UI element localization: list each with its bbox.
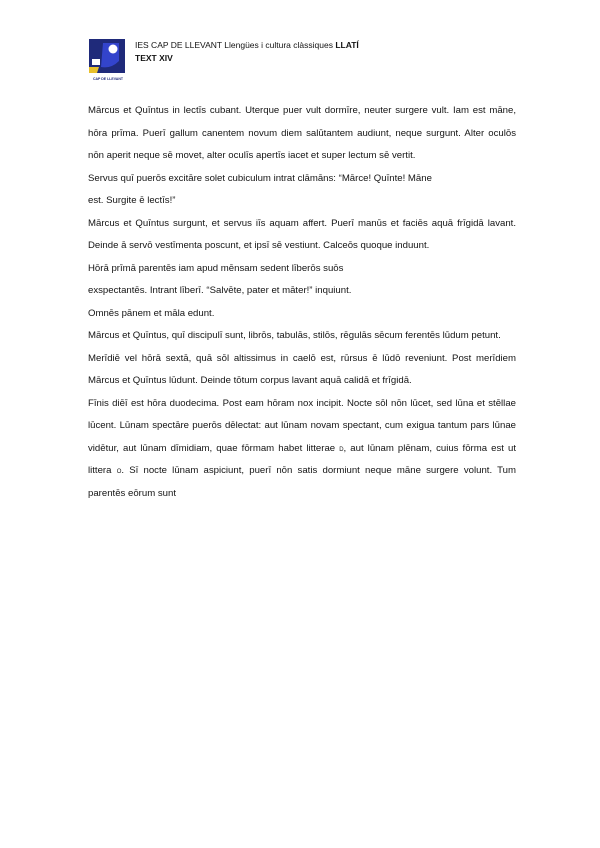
paragraph-8-part-3: . Sī nocte lūnam aspiciunt, puerī nōn satis dormiunt neque māne surgere volunt. Tum parentēs eōrum sunt (88, 465, 516, 499)
paragraph-2-line-2: est. Surgite ē lectīs!” (88, 195, 176, 206)
paragraph-6: Mārcus et Quīntus, quī discipulī sunt, librōs, tabulās, stilōs, rēgulās sēcum ferentēs lūdum petunt. (88, 330, 501, 341)
paragraph-7: Merīdiē vel hōrā sextā, quā sōl altissimus in caelō est, rūrsus ē lūdō reveniunt. Post merīdiem Mārcus et Quīntus lūdunt. Deinde tōtum corpus lavant aquā calidā et frīgidā. (88, 352, 516, 386)
paragraph-4-line-1: Hōrā prīmā parentēs iam apud mēnsam sedent līberōs suōs (88, 262, 344, 274)
school-logo-icon (89, 39, 125, 79)
letter-o: o (116, 466, 122, 475)
paragraph-5: Omnēs pānem et māla edunt. (88, 307, 215, 319)
subject-name: LLATÍ (335, 40, 359, 50)
text-label: TEXT XIV (135, 53, 173, 63)
paragraph-8 (88, 393, 516, 506)
header-school (135, 40, 359, 50)
paragraph-8-part-2: , aut lūnam plēnam, cuius fōrma est ut littera (88, 442, 517, 476)
paragraph-8-part-1: Fīnis diēī est hōra duodecima. Post eam hōram nox incipit. Nocte sōl nōn lūcet, sed lūna et stēllae lūcent. Lūnam spectāre puerōs dēlectat: aut lūnam novam spectant, cum exigua tantum pars lūnae vidētur, aut lūnam dīmidiam, quae fōrmam habet litterae (88, 397, 516, 454)
logo-caption: CAP DE LLEVANT (92, 77, 123, 81)
paragraph-2-line-1: Servus quī puerōs excitāre solet cubiculum intrat clāmāns: “Mārce! Quīnte! Māne (88, 172, 432, 184)
school-name: IES CAP DE LLEVANT Llengües i cultura clàssiques (135, 40, 333, 50)
latin-text (88, 100, 516, 505)
paragraph-1: Mārcus et Quīntus in lectīs cubant. Uterque puer vult dormīre, neuter surgere vult. Iam est māne, hōra prīma. Puerī gallum canentem novum diem salūtantem audiunt, neque surgunt. Alter oculōs nōn aperit neque sē movet, alter oculīs apertīs iacet et super lectum sē vertit. (88, 105, 516, 161)
paragraph-3: Mārcus et Quīntus surgunt, et servus iīs aquam affert. Puerī manūs et faciēs aquā frīgidā lavant. Deinde ā servō vestīmenta poscunt, et ipsī sē vestiunt. Calceōs quoque induunt. (88, 217, 516, 251)
paragraph-4-line-2: exspectantēs. Intrant līberī. “Salvēte, pater et māter!” inquiunt. (88, 285, 352, 296)
letter-d: d (339, 443, 344, 453)
